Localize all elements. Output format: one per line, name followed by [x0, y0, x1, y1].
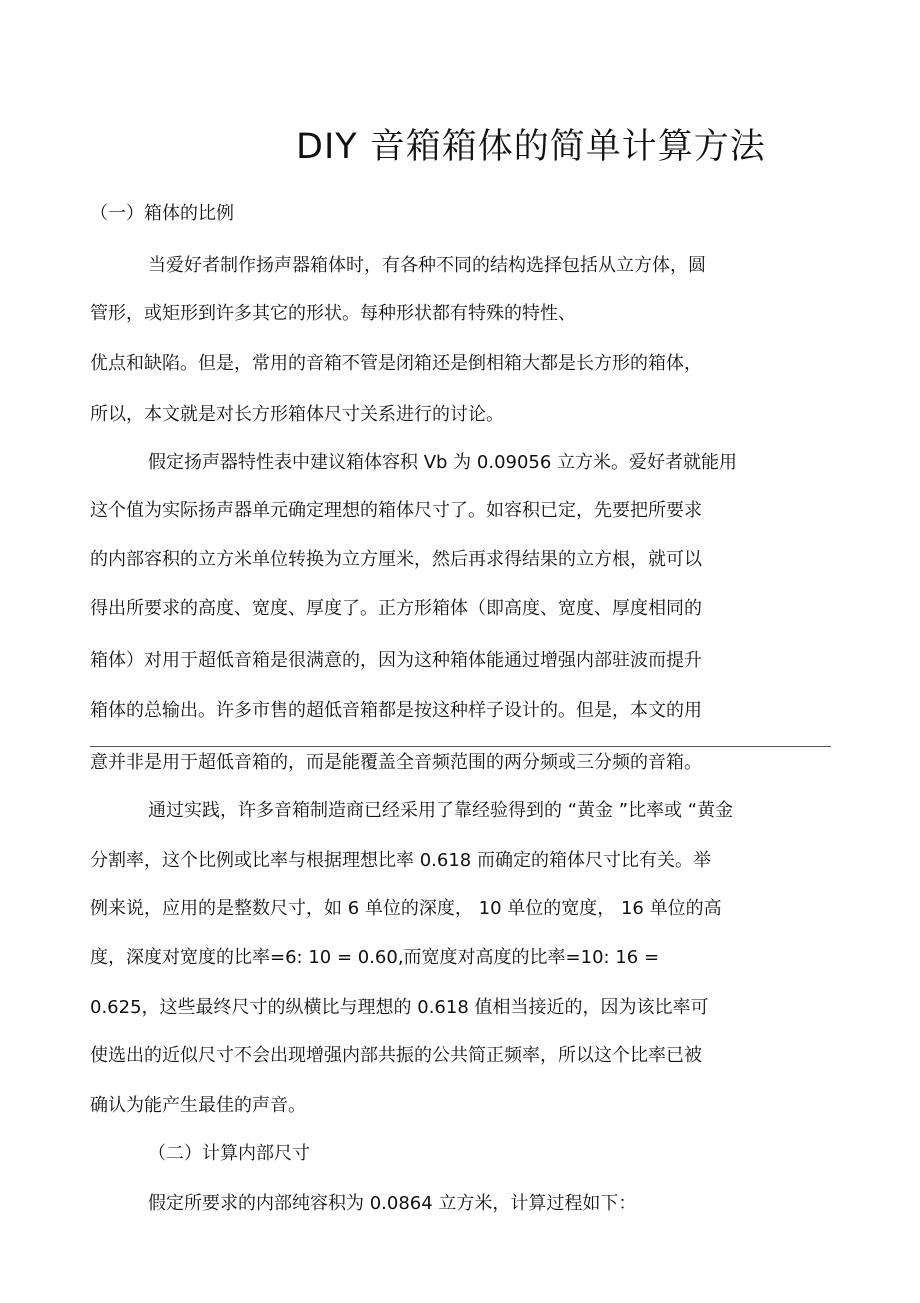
paragraph-line: 箱体的总输出。许多市售的超低音箱都是按这种样子设计的。但是，本文的用 — [90, 700, 702, 721]
paragraph-line: 分割率，这个比例或比率与根据理想比率 0.618 而确定的箱体尺寸比有关。举 — [90, 850, 711, 871]
paragraph-line: 管形，或矩形到许多其它的形状。每种形状都有特殊的特性、 — [90, 303, 576, 324]
section-heading-2: （二）计算内部尺寸 — [148, 1143, 310, 1164]
paragraph-line: 的内部容积的立方米单位转换为立方厘米，然后再求得结果的立方根，就可以 — [90, 549, 702, 570]
paragraph-line: 得出所要求的高度、宽度、厚度了。正方形箱体（即高度、宽度、厚度相同的 — [90, 598, 702, 619]
paragraph-line: 这个值为实际扬声器单元确定理想的箱体尺寸了。如容积已定，先要把所要求 — [90, 500, 702, 521]
paragraph-line: 箱体）对用于超低音箱是很满意的，因为这种箱体能通过增强内部驻波而提升 — [90, 650, 702, 671]
paragraph-line: 所以，本文就是对长方形箱体尺寸关系进行的讨论。 — [90, 404, 504, 425]
paragraph-line: 0.625，这些最终尺寸的纵横比与理想的 0.618 值相当接近的，因为该比率可 — [90, 997, 709, 1018]
paragraph-line: 当爱好者制作扬声器箱体时，有各种不同的结构选择包括从立方体，圆 — [148, 255, 706, 276]
paragraph-line: 例来说，应用的是整数尺寸，如 6 单位的深度， 10 单位的宽度， 16 单位的高 — [90, 898, 722, 919]
document-title: DIY 音箱箱体的简单计算方法 — [296, 127, 766, 167]
paragraph-line: 优点和缺陷。但是，常用的音箱不管是闭箱还是倒相箱大都是长方形的箱体， — [90, 353, 702, 374]
paragraph-line: 假定所要求的内部纯容积为 0.0864 立方米，计算过程如下： — [148, 1193, 637, 1214]
paragraph-line: 意并非是用于超低音箱的，而是能覆盖全音频范围的两分频或三分频的音箱。 — [90, 752, 702, 773]
horizontal-rule — [90, 746, 831, 747]
paragraph-line: 假定扬声器特性表中建议箱体容积 Vb 为 0.09056 立方米。爱好者就能用 — [148, 452, 738, 473]
paragraph-line: 使选出的近似尺寸不会出现增强内部共振的公共简正频率，所以这个比率已被 — [90, 1045, 702, 1066]
paragraph-line: 通过实践，许多音箱制造商已经采用了靠经验得到的 “黄金 ”比率或 “黄金 — [148, 800, 734, 821]
paragraph-line: 确认为能产生最佳的声音。 — [90, 1095, 306, 1116]
section-heading-1: （一）箱体的比例 — [90, 203, 234, 224]
paragraph-line: 度，深度对宽度的比率=6: 10 = 0.60,而宽度对高度的比率=10: 16 = — [90, 947, 660, 968]
